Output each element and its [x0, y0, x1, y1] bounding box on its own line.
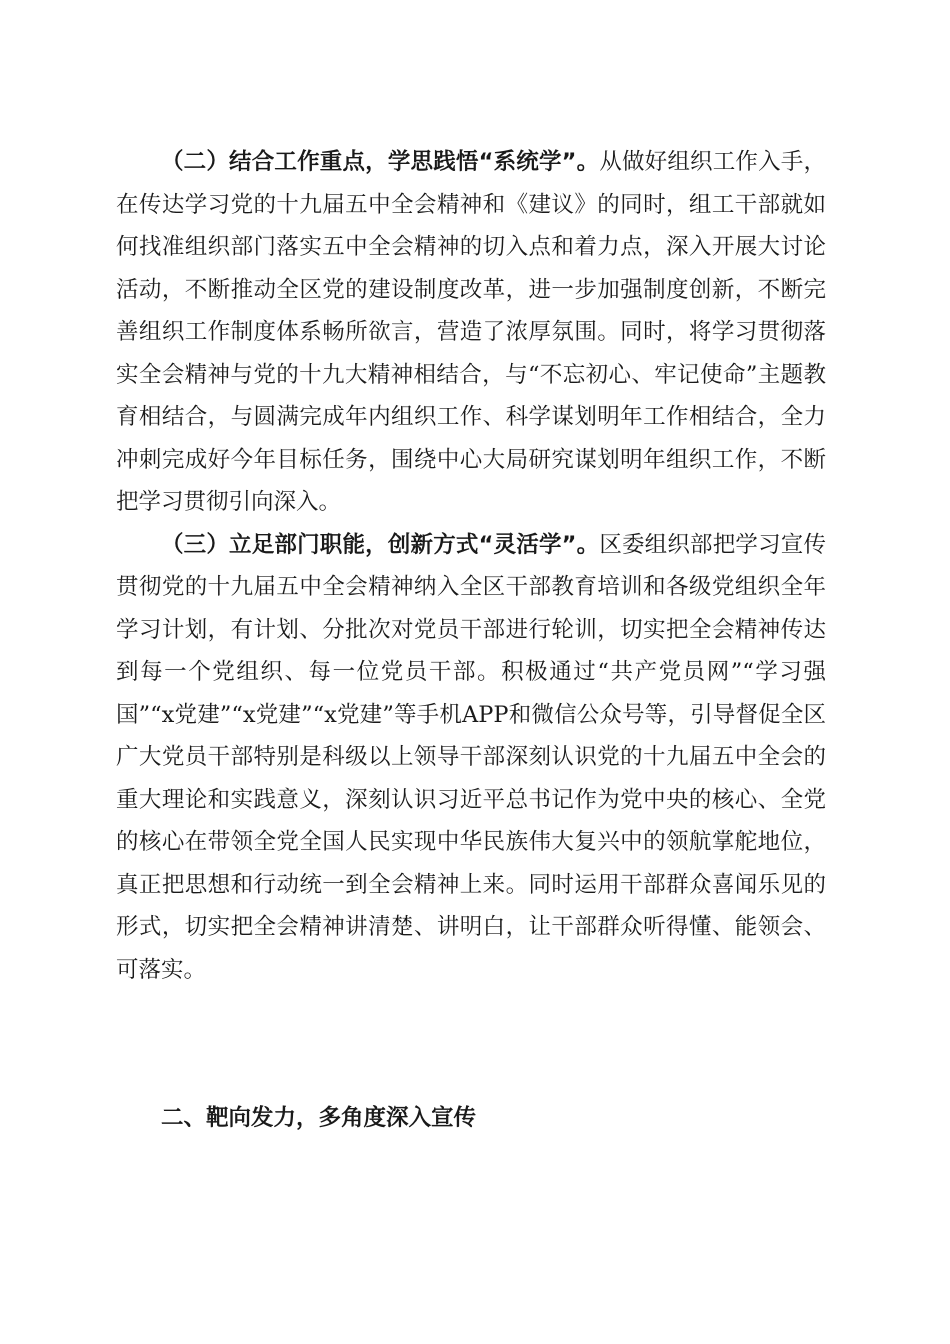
paragraph-flexible-study — [116, 524, 826, 992]
paragraph-text: 从做好组织工作入手，在传达学习党的十九届五中全会精神和《建议》的同时，组工干部就如何找准组织部门落实五中全会精神的切入点和着力点，深入开展大讨论活动，不断推动全区党的建设制度改革，进一步加强制度创新，不断完善组织工作制度体系畅所欲言，营造了浓厚氛围。同时，将学习贯彻落实全会精神与党的十九大精神相结合，与“不忘初心、牢记使命”主题教育相结合，与圆满完成年内组织工作、科学谋划明年工作相结合，全力冲刺完成好今年目标任务，围绕中心大局研究谋划明年组织工作，不断把学习贯彻引向深入。 — [116, 149, 826, 515]
section-heading: 二、靶向发力，多角度深入宣传 — [161, 1105, 477, 1131]
paragraph-lead: （二）结合工作重点，学思践悟“系统学”。 — [161, 149, 600, 175]
document-body — [116, 141, 826, 991]
paragraph-lead: （三）立足部门职能，创新方式“灵活学”。 — [161, 531, 600, 558]
paragraph-text: 区委组织部把学习宣传贯彻党的十九届五中全会精神纳入全区干部教育培训和各级党组织全年学习计划，有计划、分批次对党员干部进行轮训，切实把全会精神传达到每一个党组织、每一位党员干部。积极通过“共产党员网”“学习强国”“x党建”“x党建”“x党建”等手机APP和微信公众号等，引导督促全区广大党员干部特别是科级以上领导干部深刻认识党的十九届五中全会的重大理论和实践意义，深刻认识习近平总书记作为党中央的核心、全党的核心在带领全党全国人民实现中华民族伟大复兴中的领航掌舵地位，真正把思想和行动统一到全会精神上来。同时运用干部群众喜闻乐见的形式，切实把全会精神讲清楚、讲明白，让干部群众听得懂、能领会、可落实。 — [116, 531, 826, 983]
paragraph-system-study — [116, 141, 826, 524]
